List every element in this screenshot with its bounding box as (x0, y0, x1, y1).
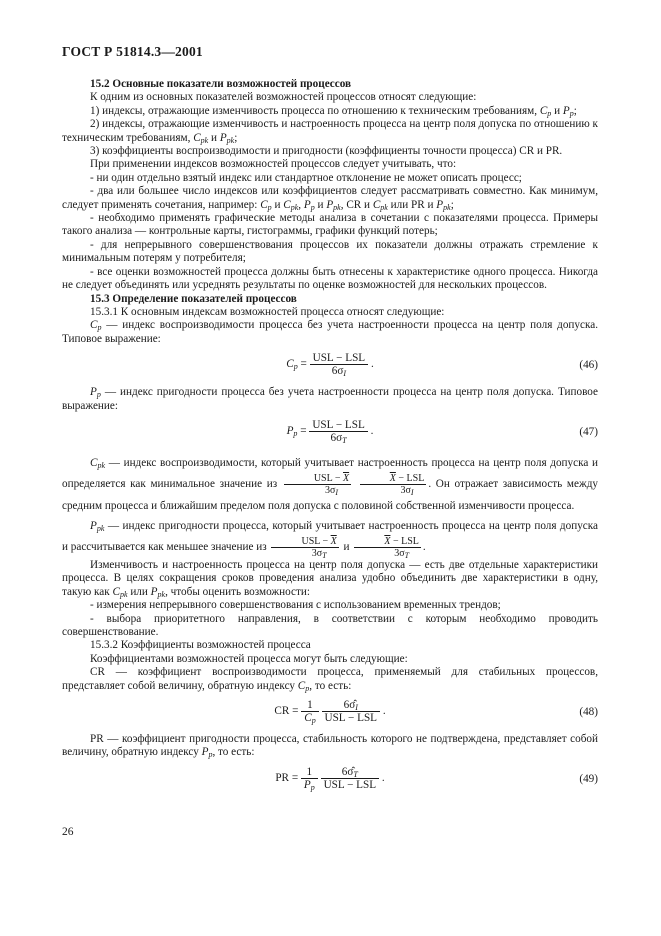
ppk-definition: $P_{pk}$ — индекс пригодности процесса, который учитывает настроенность процесса на центр поля допуска и рассчитывается как меньшее значение из $\frac{USL - \overline{X}}{3\sigma_T}$ и $\frac{\overline{X} - LSL}{3\sigma_T}$ . (62, 519, 598, 560)
cp-definition: $C_p$ — индекс воспроизводимости процесса без учета настроенности процесса на центр поля допуска. Типовое выражение: (62, 319, 598, 345)
equation-49: PR = $\frac{1}{P_p}$ $\frac{6\sigmâ_T}{\text{USL − LSL}}$ . (49) (275, 765, 598, 792)
equation-number: (49) (579, 772, 598, 785)
list-item: - два или большее число индексов или коэффициентов следует рассматривать совместно. Как минимум, следует применять сочетания, например: $C_p$ и $C_{pk}$, $P_p$ и $P_{pk}$, CR и $C_{pk}$ или PR и $P_{pk}$; (62, 185, 598, 212)
cr-definition: CR — коэффициент воспроизводимости процесса, применяемый для стабильных процессов, представляет собой величину, обратную индексу $C_p$, то есть: (62, 666, 598, 693)
list-item: 3) коэффициенты воспроизводимости и пригодности (коэффициенты точности процесса) CR и PR. (90, 145, 563, 158)
list-item: 2) индексы, отражающие изменчивость и настроенность процесса на центр поля допуска по отношению к техническим требованиям, $C_{pk}$ и $P_{pk}$; (62, 118, 598, 145)
page-number: 26 (62, 826, 74, 838)
equation-number: (47) (579, 425, 598, 438)
paragraph: К одним из основных показателей возможностей процессов относят следующие: (90, 91, 477, 104)
list-item: - для непрерывного совершенствования процессов их показатели должны отражать стремление к минимальным потерям у потребителя; (62, 238, 598, 265)
equation-46: $C_p$ = $\frac{\text{USL − LSL}}{6\sigma_I}$ . (46) (286, 352, 598, 379)
list-item: 1) индексы, отражающие изменчивость процесса по отношению к техническим требованиям, $C_p$ и $P_p$; (90, 104, 577, 118)
equation-number: (48) (579, 706, 598, 718)
cpk-definition: $C_{pk}$ — индекс воспроизводимости, который учитывает настроенность процесса на центр поля допуска и определяется как минимальное значение из $\frac{USL - \overline{X}}{3\sigma_I}$ $\frac{\overline{X} - LSL}{3\sigma_I}$ . Он отражает зависимость между средним процесса и ближайшим пределом поля допуска с половиной собственной изменчивости процесса. (62, 456, 598, 512)
list-item: - выбора приоритетного направления, в соответствии с которым необходимо проводить совершенствование. (62, 612, 598, 638)
equation-48: CR = $\frac{1}{C_p}$ $\frac{6\sigmâ_I}{\text{USL − LSL}}$ . (48) (274, 699, 598, 725)
pr-definition: PR — коэффициент пригодности процесса, стабильность которого не подтверждена, представляет собой величину, обратную индексу $P_p$, то есть: (62, 733, 598, 760)
equation-number: (46) (579, 359, 598, 372)
paragraph: При применении индексов возможностей процессов следует учитывать, что: (90, 158, 457, 171)
document-header: ГОСТ Р 51814.3—2001 (62, 44, 203, 59)
pp-definition: $P_p$ — индекс пригодности процесса без учета настроенности процесса на центр поля допуска. Типовое выражение: (62, 386, 598, 412)
list-item: - измерения непрерывного совершенствования с использованием временных трендов; (90, 599, 501, 612)
document-body (62, 78, 598, 800)
list-item: - ни один отдельно взятый индекс или стандартное отклонение не может описать процесс; (90, 171, 522, 184)
equation-47: $P_p$ = $\frac{\text{USL − LSL}}{6\sigma_T}$ . (47) (286, 418, 598, 445)
list-item: - необходимо применять графические методы анализа в сочетании с показателями процесса. Примеры такого анализа — контрольные карты, гистограммы, графики функций потерь; (62, 212, 598, 238)
paragraph: 15.3.1 К основным индексам возможностей процесса относят следующие: (90, 305, 445, 318)
paragraph: 15.3.2 Коэффициенты возможностей процесса (90, 639, 311, 652)
list-item: - все оценки возможностей процесса должны быть отнесены к характеристике одного процесса. Никогда не следует объединять или усреднять результаты по оценке возможностей для нескольких процессов. (62, 265, 598, 292)
section-15-2-heading: 15.2 Основные показатели возможностей процессов (90, 78, 352, 90)
paragraph: Коэффициентами возможностей процесса могут быть следующие: (90, 652, 408, 665)
section-15-3-heading: 15.3 Определение показателей процессов (90, 292, 297, 305)
paragraph: Изменчивость и настроенность процесса на центр поля допуска — есть две отдельные характеристики процесса. В целях сокращения сроков проведения анализа удобно объединить две характеристики в одну, такую как $C_{pk}$ или $P_{pk}$, чтобы оценить возможности: (62, 558, 598, 599)
